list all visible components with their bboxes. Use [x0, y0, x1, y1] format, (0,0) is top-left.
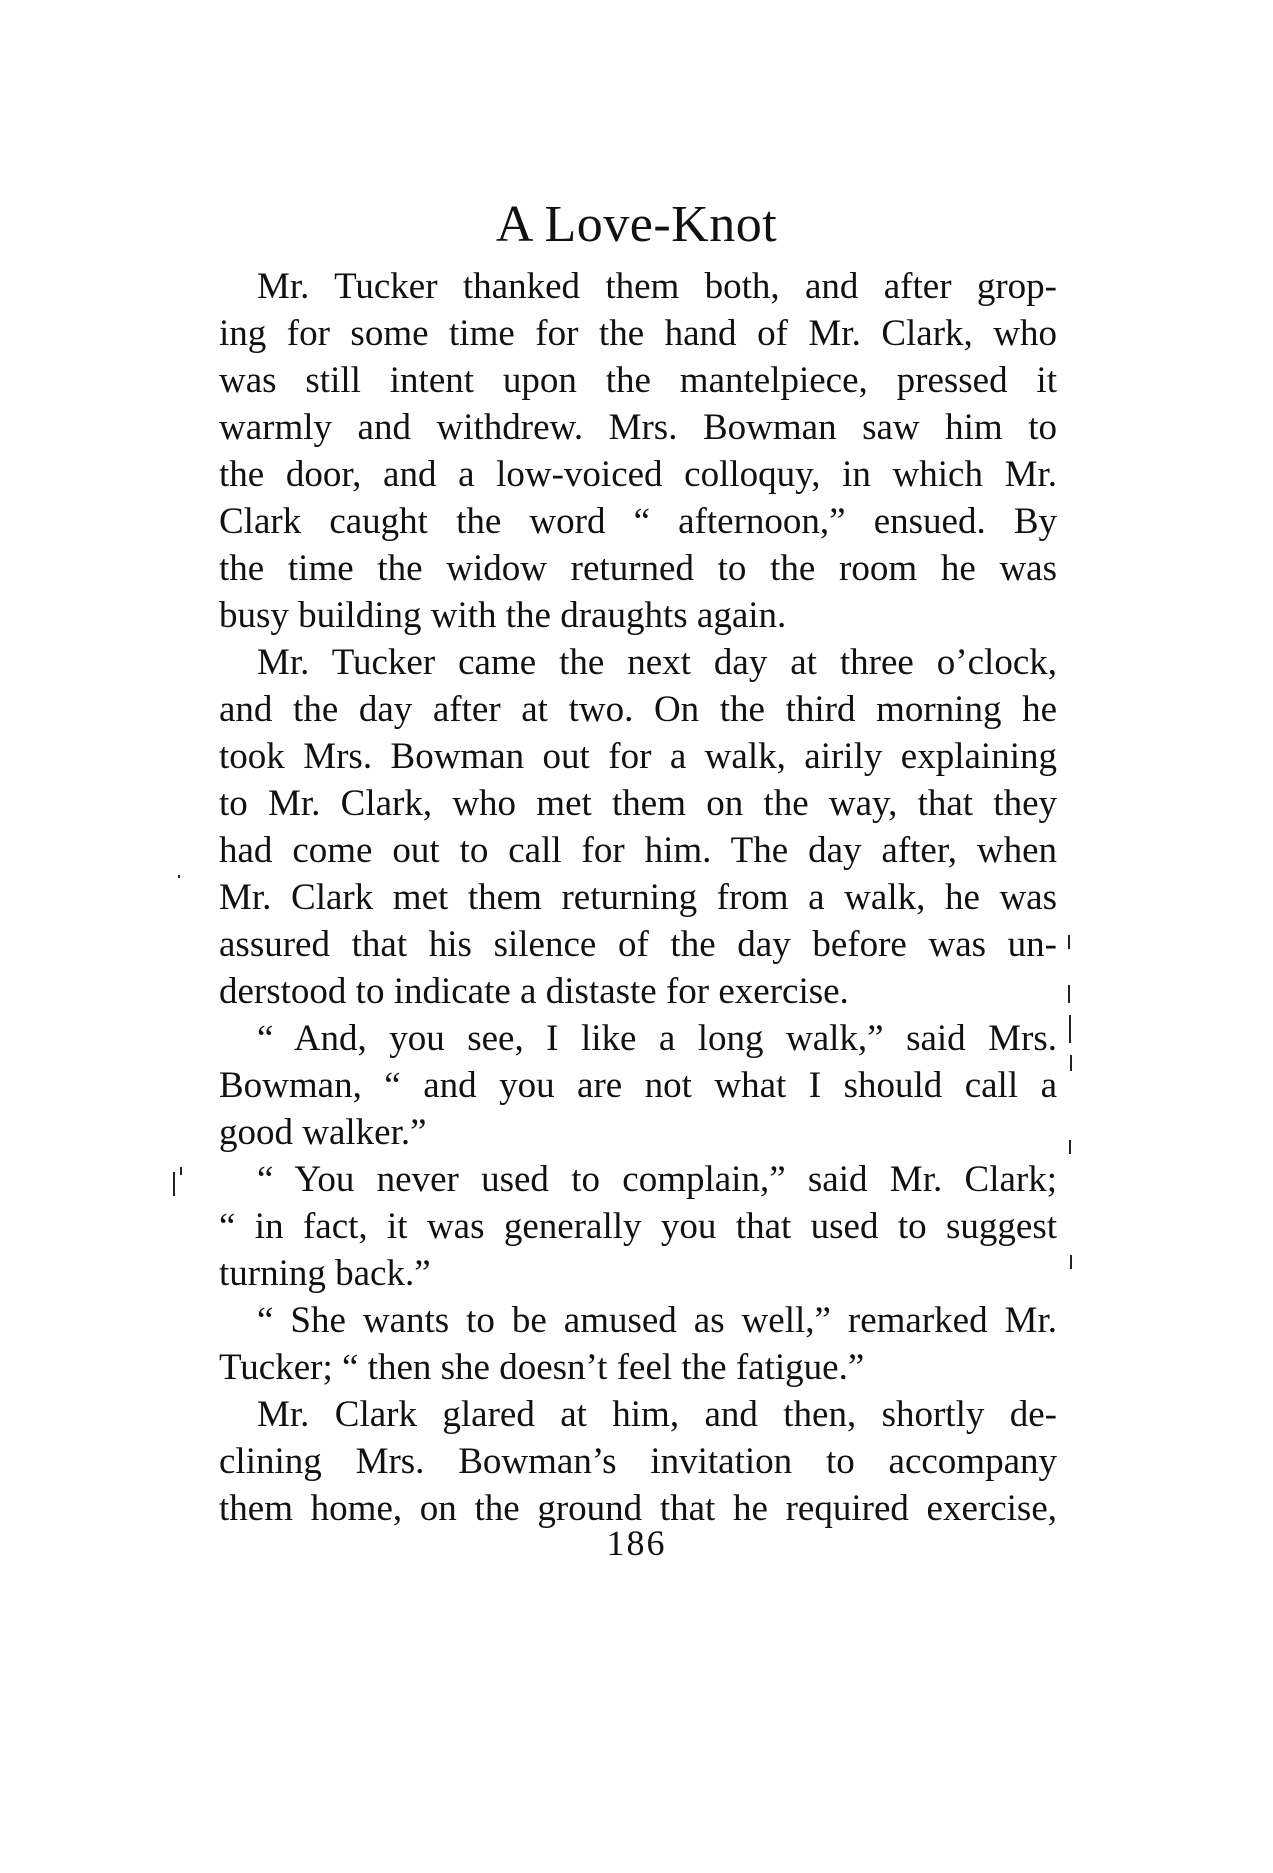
text-line: Mr. Clark glared at him, and then, shortly de- — [257, 1394, 1057, 1435]
text-line: busy building with the draughts again. — [219, 595, 787, 636]
text-line: was still intent upon the mantelpiece, pressed it — [219, 360, 1057, 401]
text-line: Tucker; “ then she doesn’t feel the fatigue.” — [219, 1347, 865, 1388]
text-line: to Mr. Clark, who met them on the way, that they — [219, 783, 1057, 824]
text-line: derstood to indicate a distaste for exercise. — [219, 971, 849, 1012]
text-line: Mr. Tucker came the next day at three o’clock, — [257, 642, 1057, 683]
scan-speck — [1068, 935, 1070, 949]
text-line: and the day after at two. On the third morning he — [219, 689, 1057, 730]
scan-speck — [1070, 1255, 1072, 1269]
text-line: the time the widow returned to the room he was — [219, 548, 1057, 589]
text-line: Bowman, “ and you are not what I should call a — [219, 1065, 1057, 1106]
text-line: clining Mrs. Bowman’s invitation to accompany — [219, 1441, 1057, 1482]
text-line: good walker.” — [219, 1112, 427, 1153]
text-line: the door, and a low-voiced colloquy, in which Mr. — [219, 454, 1057, 495]
text-line: Clark caught the word “ afternoon,” ensued. By — [219, 501, 1057, 542]
text-line: “ in fact, it was generally you that used to suggest — [219, 1206, 1057, 1247]
scan-speck — [1068, 985, 1070, 1003]
text-line: “ She wants to be amused as well,” remarked Mr. — [257, 1300, 1057, 1341]
text-line: had come out to call for him. The day after, when — [219, 830, 1057, 871]
text-line: assured that his silence of the day before was un- — [219, 924, 1057, 965]
body-text — [219, 263, 1057, 1532]
scan-speck — [1069, 1015, 1071, 1043]
text-line: “ And, you see, I like a long walk,” said Mrs. — [257, 1018, 1057, 1059]
text-line: took Mrs. Bowman out for a walk, airily explaining — [219, 736, 1057, 777]
scan-speck — [180, 1167, 182, 1175]
scan-speck — [1069, 1140, 1071, 1154]
text-line: warmly and withdrew. Mrs. Bowman saw him to — [219, 407, 1057, 448]
text-line: ing for some time for the hand of Mr. Clark, who — [219, 313, 1057, 354]
page-number: 186 — [606, 1523, 667, 1563]
text-line: Mr. Clark met them returning from a walk, he was — [219, 877, 1057, 918]
scan-speck — [178, 875, 180, 878]
text-line: turning back.” — [219, 1253, 431, 1294]
text-line: “ You never used to complain,” said Mr. Clark; — [257, 1159, 1057, 1200]
scan-speck — [173, 1172, 175, 1196]
scan-speck — [1070, 1055, 1072, 1071]
running-head: A Love-Knot — [495, 196, 778, 253]
text-line: them home, on the ground that he required exercise, — [219, 1488, 1057, 1529]
text-line: Mr. Tucker thanked them both, and after grop- — [257, 266, 1057, 307]
